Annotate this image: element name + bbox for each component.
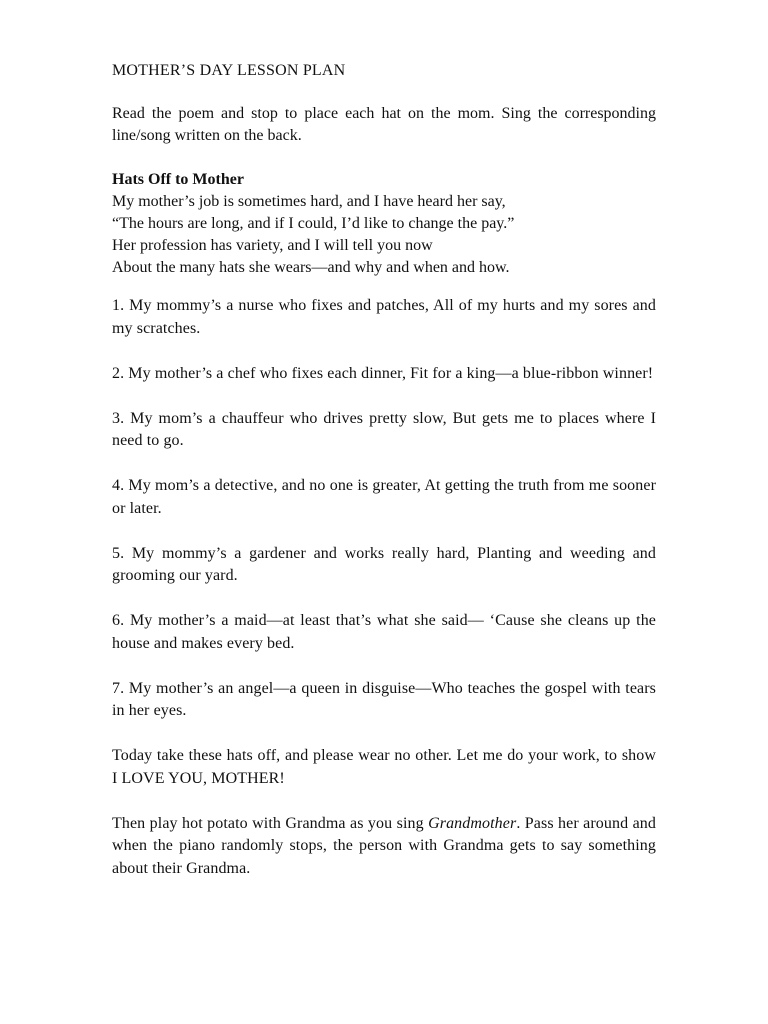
- stanza-item: 5. My mommy’s a gardener and works really hard, Planting and weeding and grooming our yard.: [112, 544, 656, 584]
- stanza-item: 1. My mommy’s a nurse who fixes and patches, All of my hurts and my sores and my scratches.: [112, 297, 656, 337]
- stanza-list: [112, 295, 656, 723]
- poem-title: Hats Off to Mother: [112, 171, 244, 188]
- closing-paragraph: Today take these hats off, and please wear no other. Let me do your work, to show I LOVE YOU, MOTHER!: [112, 747, 656, 787]
- final-text-before: Then play hot potato with Grandma as you sing: [112, 814, 429, 832]
- poem-line: My mother’s job is sometimes hard, and I have heard her say,: [112, 193, 506, 210]
- page-title: MOTHER’S DAY LESSON PLAN: [112, 62, 346, 79]
- song-title: Grandmother: [428, 814, 517, 832]
- stanza-item: 2. My mother’s a chef who fixes each dinner, Fit for a king—a blue-ribbon winner!: [112, 364, 654, 382]
- stanza-item: 4. My mom’s a detective, and no one is greater, At getting the truth from me sooner or later.: [112, 477, 656, 517]
- poem-line: About the many hats she wears—and why and when and how.: [112, 259, 510, 276]
- poem-line: Her profession has variety, and I will tell you now: [112, 237, 433, 254]
- poem-line: “The hours are long, and if I could, I’d like to change the pay.”: [112, 215, 515, 232]
- stanza-item: 3. My mom’s a chauffeur who drives pretty slow, But gets me to places where I need to go.: [112, 409, 656, 449]
- final-text-after: . Pass her around and when the piano randomly stops, the person with Grandma gets to say something about their Grandma.: [112, 814, 657, 877]
- stanza-item: 6. My mother’s a maid—at least that’s what she said— ‘Cause she cleans up the house and makes every bed.: [112, 612, 656, 652]
- intro-paragraph: Read the poem and stop to place each hat on the mom. Sing the corresponding line/song written on the back.: [112, 105, 656, 144]
- final-paragraph: [112, 813, 656, 881]
- document-page: [112, 60, 656, 903]
- stanza-item: 7. My mother’s an angel—a queen in disguise—Who teaches the gospel with tears in her eyes.: [112, 679, 656, 719]
